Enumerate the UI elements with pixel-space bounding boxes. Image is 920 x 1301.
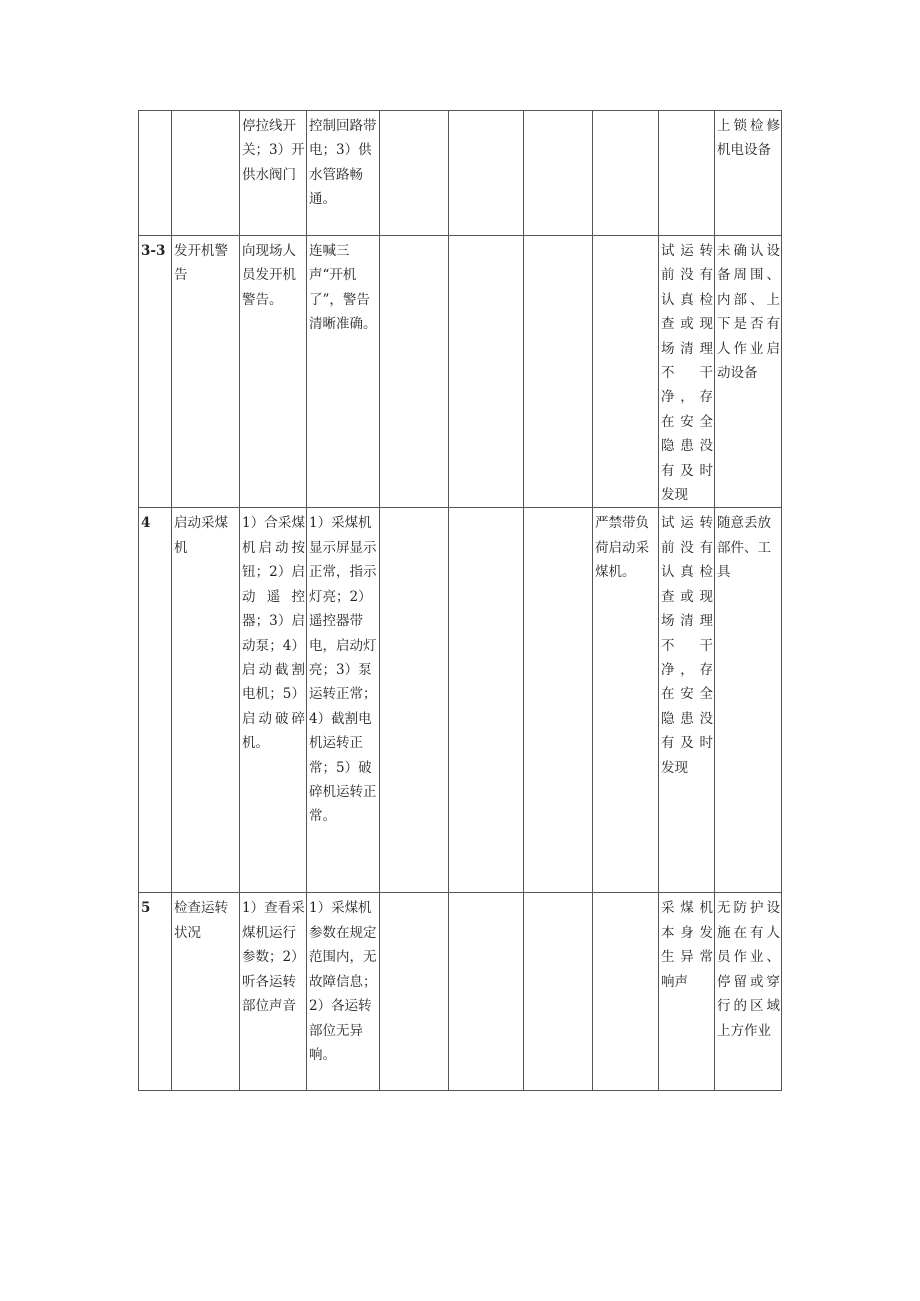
risk-description: [659, 111, 715, 236]
table-cell: [524, 893, 593, 1091]
consequence-description: 未确认设备周围、内部、上下是否有人作业启动设备: [715, 236, 782, 508]
table-cell: [380, 508, 449, 893]
table-cell: [593, 111, 659, 236]
consequence-description: 无防护设施在有人员作业、停留或穿行的区域上方作业: [715, 893, 782, 1091]
row-number: [139, 111, 172, 236]
operation-content: 向现场人员发开机警告。: [240, 236, 307, 508]
table-cell: [380, 111, 449, 236]
risk-description: 采煤机本身发生异常响声: [659, 893, 715, 1091]
table-row: [139, 111, 782, 236]
table-row: [139, 236, 782, 508]
table-cell: [449, 236, 524, 508]
risk-description: 试运转前没有认真检查或现场清理不干净，存在安全隐患没有及时发现: [659, 508, 715, 893]
table-cell: [449, 111, 524, 236]
table-cell: [449, 508, 524, 893]
row-number: 4: [139, 508, 172, 893]
table-cell: [593, 893, 659, 1091]
operation-content: 停拉线开关；3）开供水阀门: [240, 111, 307, 236]
table-cell: [524, 236, 593, 508]
table-cell: [449, 893, 524, 1091]
table-cell: [524, 111, 593, 236]
row-number: 3-3: [139, 236, 172, 508]
operation-standard: 控制回路带电；3）供水管路畅通。: [307, 111, 380, 236]
table-cell: [380, 236, 449, 508]
operation-standard: 1）采煤机参数在规定范围内，无故障信息；2）各运转部位无异响。: [307, 893, 380, 1091]
row-number: 5: [139, 893, 172, 1091]
risk-description: 试运转前没有认真检查或现场清理不干净，存在安全隐患没有及时发现: [659, 236, 715, 508]
table-cell: [524, 508, 593, 893]
table-cell: [593, 236, 659, 508]
step-name: 发开机警告: [172, 236, 240, 508]
operation-standard: 连喊三声“开机了”，警告清晰准确。: [307, 236, 380, 508]
table-row: [139, 508, 782, 893]
operation-standard: 1）采煤机显示屏显示正常，指示灯亮；2）遥控器带电，启动灯亮；3）泵运转正常；4）截割电机运转正常；5）破碎机运转正常。: [307, 508, 380, 893]
consequence-description: 上锁检修机电设备: [715, 111, 782, 236]
consequence-description: 随意丢放部件、工具: [715, 508, 782, 893]
operation-content: 1）合采煤机启动按钮；2）启动遥控器；3）启动泵；4）启动截割电机；5）启动破碎机。: [240, 508, 307, 893]
procedure-table: [138, 110, 782, 1091]
step-name: 启动采煤机: [172, 508, 240, 893]
step-name: 检查运转状况: [172, 893, 240, 1091]
step-name: [172, 111, 240, 236]
table-row: [139, 893, 782, 1091]
operation-content: 1）查看采煤机运行参数；2）听各运转部位声音: [240, 893, 307, 1091]
safety-prohibition: 严禁带负荷启动采煤机。: [593, 508, 659, 893]
table-cell: [380, 893, 449, 1091]
